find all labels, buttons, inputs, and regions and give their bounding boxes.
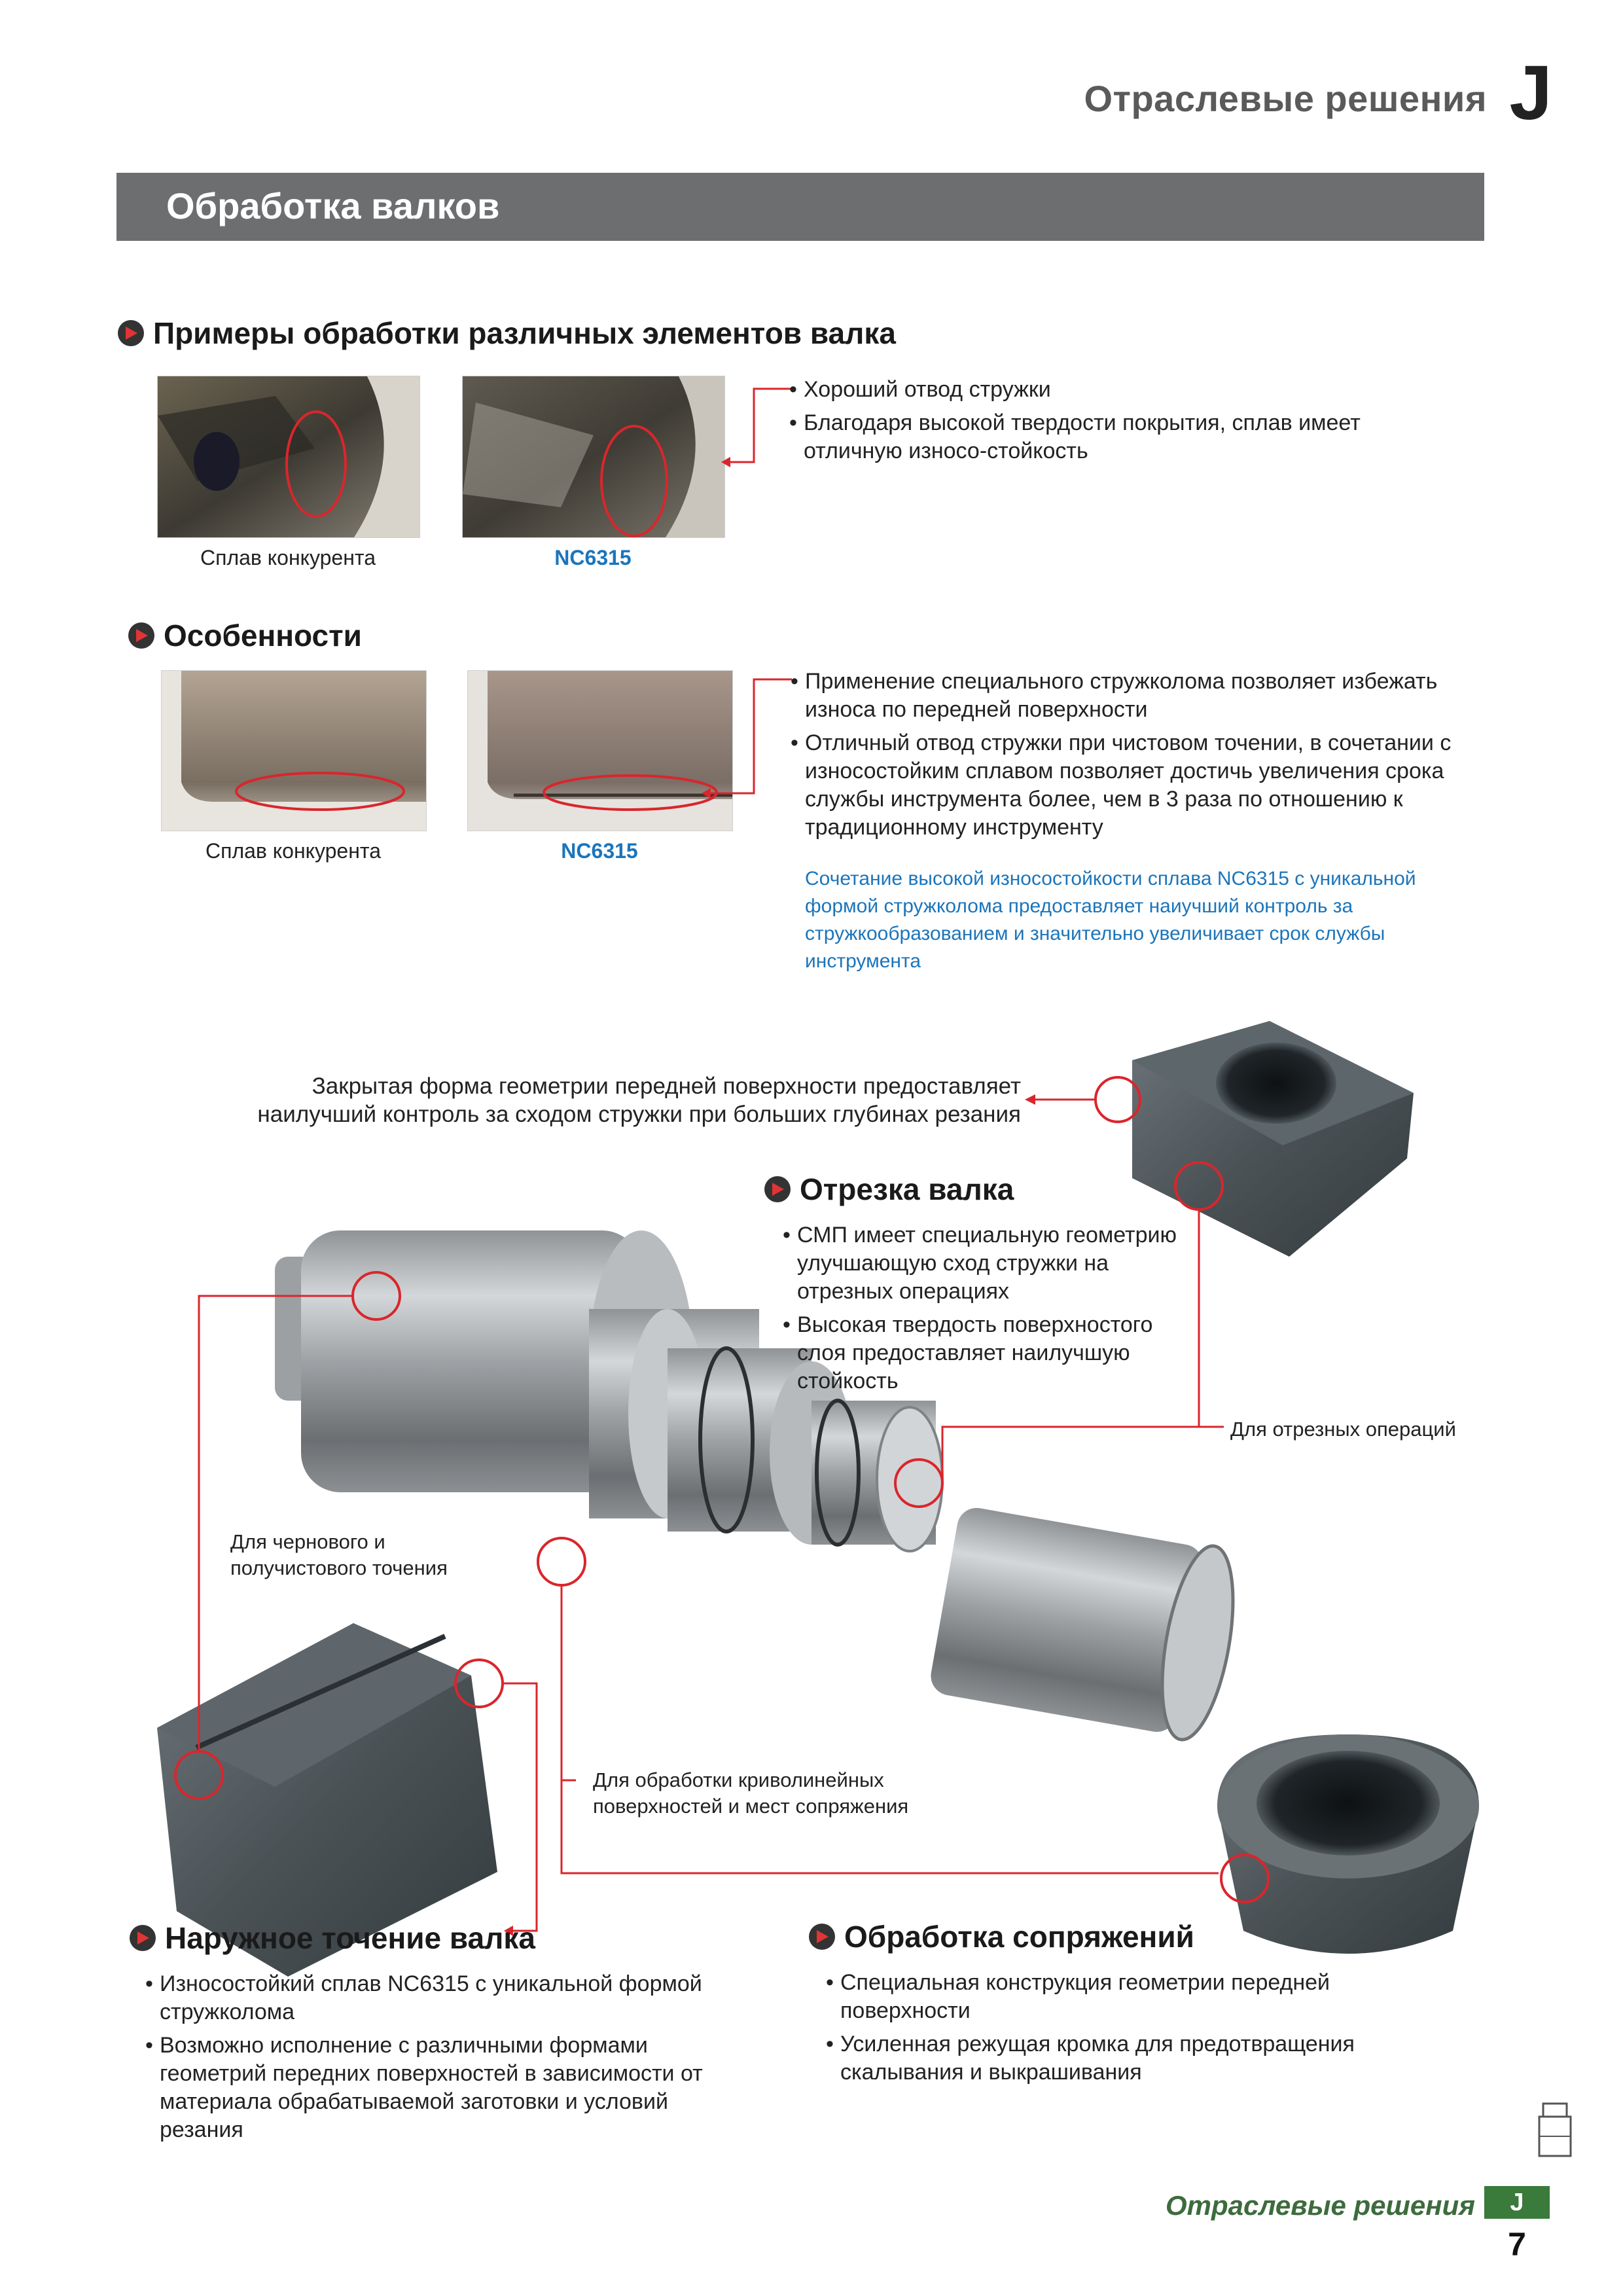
label-cutoff-ops: Для отрезных операций bbox=[1230, 1418, 1456, 1441]
list-item: • Благодаря высокой твердости покрытия, сплав имеет отличную износо-стойкость bbox=[789, 409, 1444, 465]
cutoff-heading-text: Отрезка валка bbox=[800, 1172, 1014, 1206]
photo-competitor-edge bbox=[161, 670, 427, 831]
list-item: • Специальная конструкция геометрии передней поверхности bbox=[826, 1969, 1402, 2025]
photo-nc6315-edge bbox=[467, 670, 733, 831]
examples-heading-text: Примеры обработки различных элементов валка bbox=[153, 316, 896, 350]
features-bullets bbox=[791, 668, 1491, 847]
outer-turning-heading-text: Наружное точение валка bbox=[165, 1921, 535, 1955]
fillets-bullets bbox=[826, 1969, 1402, 2092]
list-item: • СМП имеет специальную геометрию улучшающую сход стружки на отрезных операциях bbox=[783, 1221, 1195, 1306]
arrow-circle-icon bbox=[809, 1924, 835, 1950]
cutoff-sleeve bbox=[928, 1505, 1246, 1745]
caption-competitor: Сплав конкурента bbox=[200, 546, 376, 569]
list-item: • Износостойкий сплав NC6315 с уникальной формой стружколома bbox=[145, 1970, 734, 2026]
round-insert bbox=[1217, 1734, 1479, 1954]
list-item: • Применение специального стружколома позволяет избежать износа по передней поверхности bbox=[791, 668, 1491, 724]
features-heading-text: Особенности bbox=[164, 619, 362, 653]
fillets-heading bbox=[809, 1919, 1194, 1954]
list-item: • Хороший отвод стружки bbox=[789, 376, 1444, 404]
list-item: • Отличный отвод стружки при чистовом точении, в сочетании с износостойким сплавом позволяет достичь увеличения срока службы инструмента более, чем в 3 раза по отношению к традиционному инструменту bbox=[791, 729, 1491, 842]
title-banner bbox=[116, 173, 1484, 241]
section-letter: J bbox=[1509, 50, 1552, 136]
list-item: • Усиленная режущая кромка для предотвращения скалывания и выкрашивания bbox=[826, 2030, 1402, 2087]
outer-turning-bullets bbox=[145, 1970, 734, 2149]
cutoff-heading bbox=[764, 1172, 1014, 1207]
outer-turning-heading bbox=[130, 1920, 535, 1956]
footer-letter: J bbox=[1510, 2189, 1524, 2216]
cutoff-bullets bbox=[783, 1221, 1195, 1401]
callout-connector-2 bbox=[700, 674, 792, 805]
list-item: • Высокая твердость поверхностого слоя предоставляет наилучшую стойкость bbox=[783, 1311, 1195, 1395]
label-curved: Для обработки криволинейных поверхностей и мест сопряжения bbox=[593, 1768, 909, 1818]
closed-geometry-callout: Закрытая форма геометрии передней поверхности предоставляет наилучший контроль за сходом стружки при больших глубинах резания bbox=[257, 1073, 1021, 1127]
caption-nc6315: NC6315 bbox=[554, 546, 632, 569]
footer-title: Отраслевые решения bbox=[1165, 2190, 1475, 2221]
arrow-circle-icon bbox=[118, 320, 144, 346]
roll-thumbnail-icon bbox=[1535, 2101, 1575, 2166]
arrow-circle-icon bbox=[128, 622, 154, 649]
arrow-circle-icon bbox=[130, 1925, 156, 1951]
photo-nc6315-chip bbox=[462, 376, 725, 538]
callout-connector bbox=[720, 384, 792, 469]
examples-heading bbox=[118, 315, 896, 351]
label-roughing: Для чернового и получистового точения bbox=[230, 1530, 448, 1579]
fillets-heading-text: Обработка сопряжений bbox=[844, 1920, 1194, 1954]
roll-diagram bbox=[0, 982, 1623, 2003]
features-heading bbox=[128, 618, 362, 653]
caption-competitor-2: Сплав конкурента bbox=[205, 839, 381, 863]
page-number: 7 bbox=[1508, 2226, 1526, 2263]
section-title: Отраслевые решения bbox=[1084, 78, 1487, 119]
photo-competitor-chip bbox=[157, 376, 420, 538]
caption-nc6315-2: NC6315 bbox=[561, 839, 638, 863]
features-note: Сочетание высокой износостойкости сплава NC6315 с уникальной формой стружколома предоставляет наиучший контроль за стружкообразованием и значительно увеличивает срок службы инструмента bbox=[805, 868, 1416, 972]
page-title: Обработка валков bbox=[166, 185, 500, 226]
arrow-circle-icon bbox=[764, 1176, 791, 1202]
examples-bullets bbox=[789, 376, 1444, 471]
list-item: • Возможно исполнение с различными формами геометрий передних поверхностей в зависимости от материала обрабатываемой заготовки и условий резания bbox=[145, 2032, 734, 2144]
